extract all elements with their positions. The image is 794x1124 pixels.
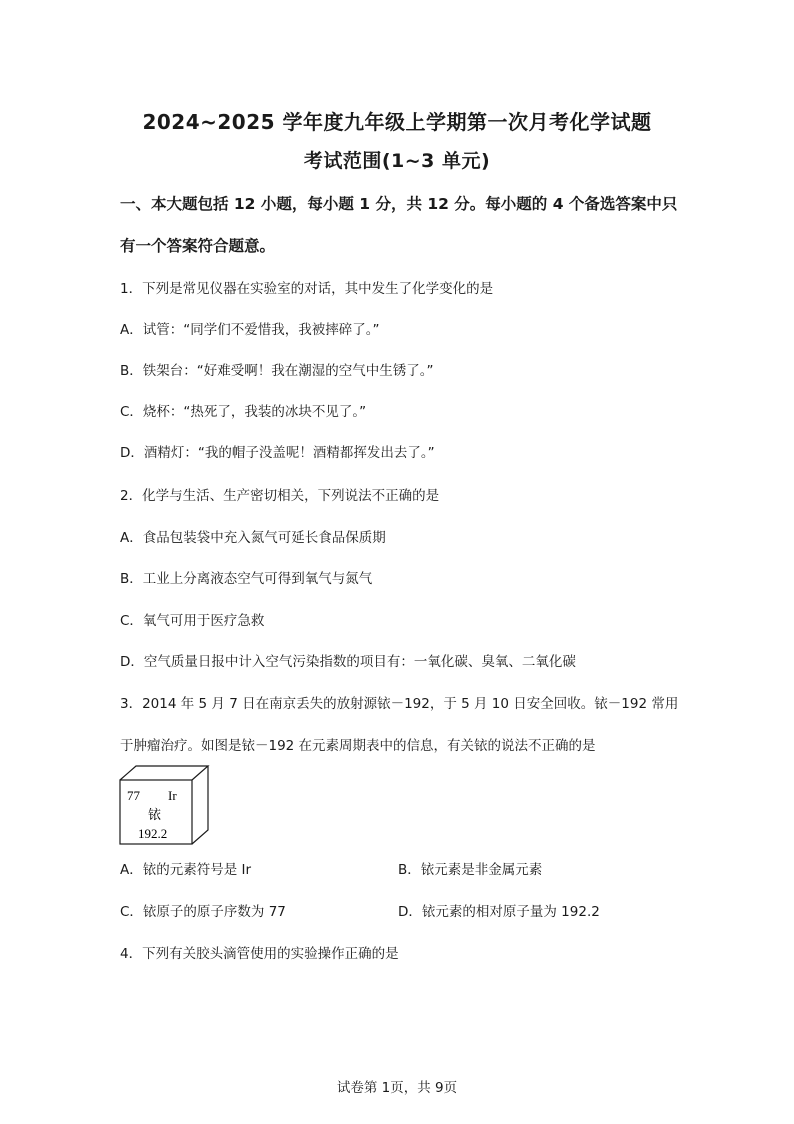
question-3-stem-line1: 3．2014 年 5 月 7 日在南京丢失的放射源铱－192，于 5 月 10 日安全回收。铱－192 常用 xyxy=(120,696,679,712)
question-4-stem: 4．下列有关胶头滴管使用的实验操作正确的是 xyxy=(120,946,399,962)
element-atomic-mass: 192.2 xyxy=(138,826,168,841)
exam-title: 2024~2025 学年度九年级上学期第一次月考化学试题 xyxy=(142,110,652,134)
question-3-option-b: B．铱元素是非金属元素 xyxy=(398,862,543,878)
exam-scope: 考试范围(1~3 单元) xyxy=(303,150,491,172)
question-3-option-c: C．铱原子的原子序数为 77 xyxy=(120,904,286,920)
question-3-option-a: A．铱的元素符号是 Ir xyxy=(120,862,252,878)
question-2-option-b: B．工业上分离液态空气可得到氧气与氮气 xyxy=(120,571,373,587)
question-1-option-a: A．试管：“同学们不爱惜我，我被摔碎了。” xyxy=(120,322,380,338)
question-2-option-a: A．食品包装袋中充入氮气可延长食品保质期 xyxy=(120,530,386,546)
question-1-stem: 1．下列是常见仪器在实验室的对话，其中发生了化学变化的是 xyxy=(120,281,494,297)
question-3-option-d: D．铱元素的相对原子量为 192.2 xyxy=(398,904,600,920)
question-2-option-d: D．空气质量日报中计入空气污染指数的项目有：一氧化碳、臭氧、二氧化碳 xyxy=(120,654,576,670)
element-atomic-number: 77 xyxy=(127,788,140,803)
periodic-table-cell-figure xyxy=(118,764,210,846)
question-2-option-c: C．氧气可用于医疗急救 xyxy=(120,613,265,629)
question-1-option-d: D．酒精灯：“我的帽子没盖呢！酒精都挥发出去了。” xyxy=(120,445,435,461)
section-heading-line2: 有一个答案符合题意。 xyxy=(120,237,276,255)
question-3-stem-line2: 于肿瘤治疗。如图是铱－192 在元素周期表中的信息，有关铱的说法不正确的是 xyxy=(120,738,596,754)
element-symbol: Ir xyxy=(168,788,177,803)
question-2-stem: 2．化学与生活、生产密切相关，下列说法不正确的是 xyxy=(120,488,440,504)
page-footer: 试卷第 1页，共 9页 xyxy=(336,1080,458,1096)
question-1-option-c: C．烧杯：“热死了，我装的冰块不见了。” xyxy=(120,404,367,420)
section-heading-line1: 一、本大题包括 12 小题，每小题 1 分，共 12 分。每小题的 4 个备选答案中只 xyxy=(120,195,678,213)
question-1-option-b: B．铁架台：“好难受啊！我在潮湿的空气中生锈了。” xyxy=(120,363,434,379)
element-name: 铱 xyxy=(148,808,162,823)
